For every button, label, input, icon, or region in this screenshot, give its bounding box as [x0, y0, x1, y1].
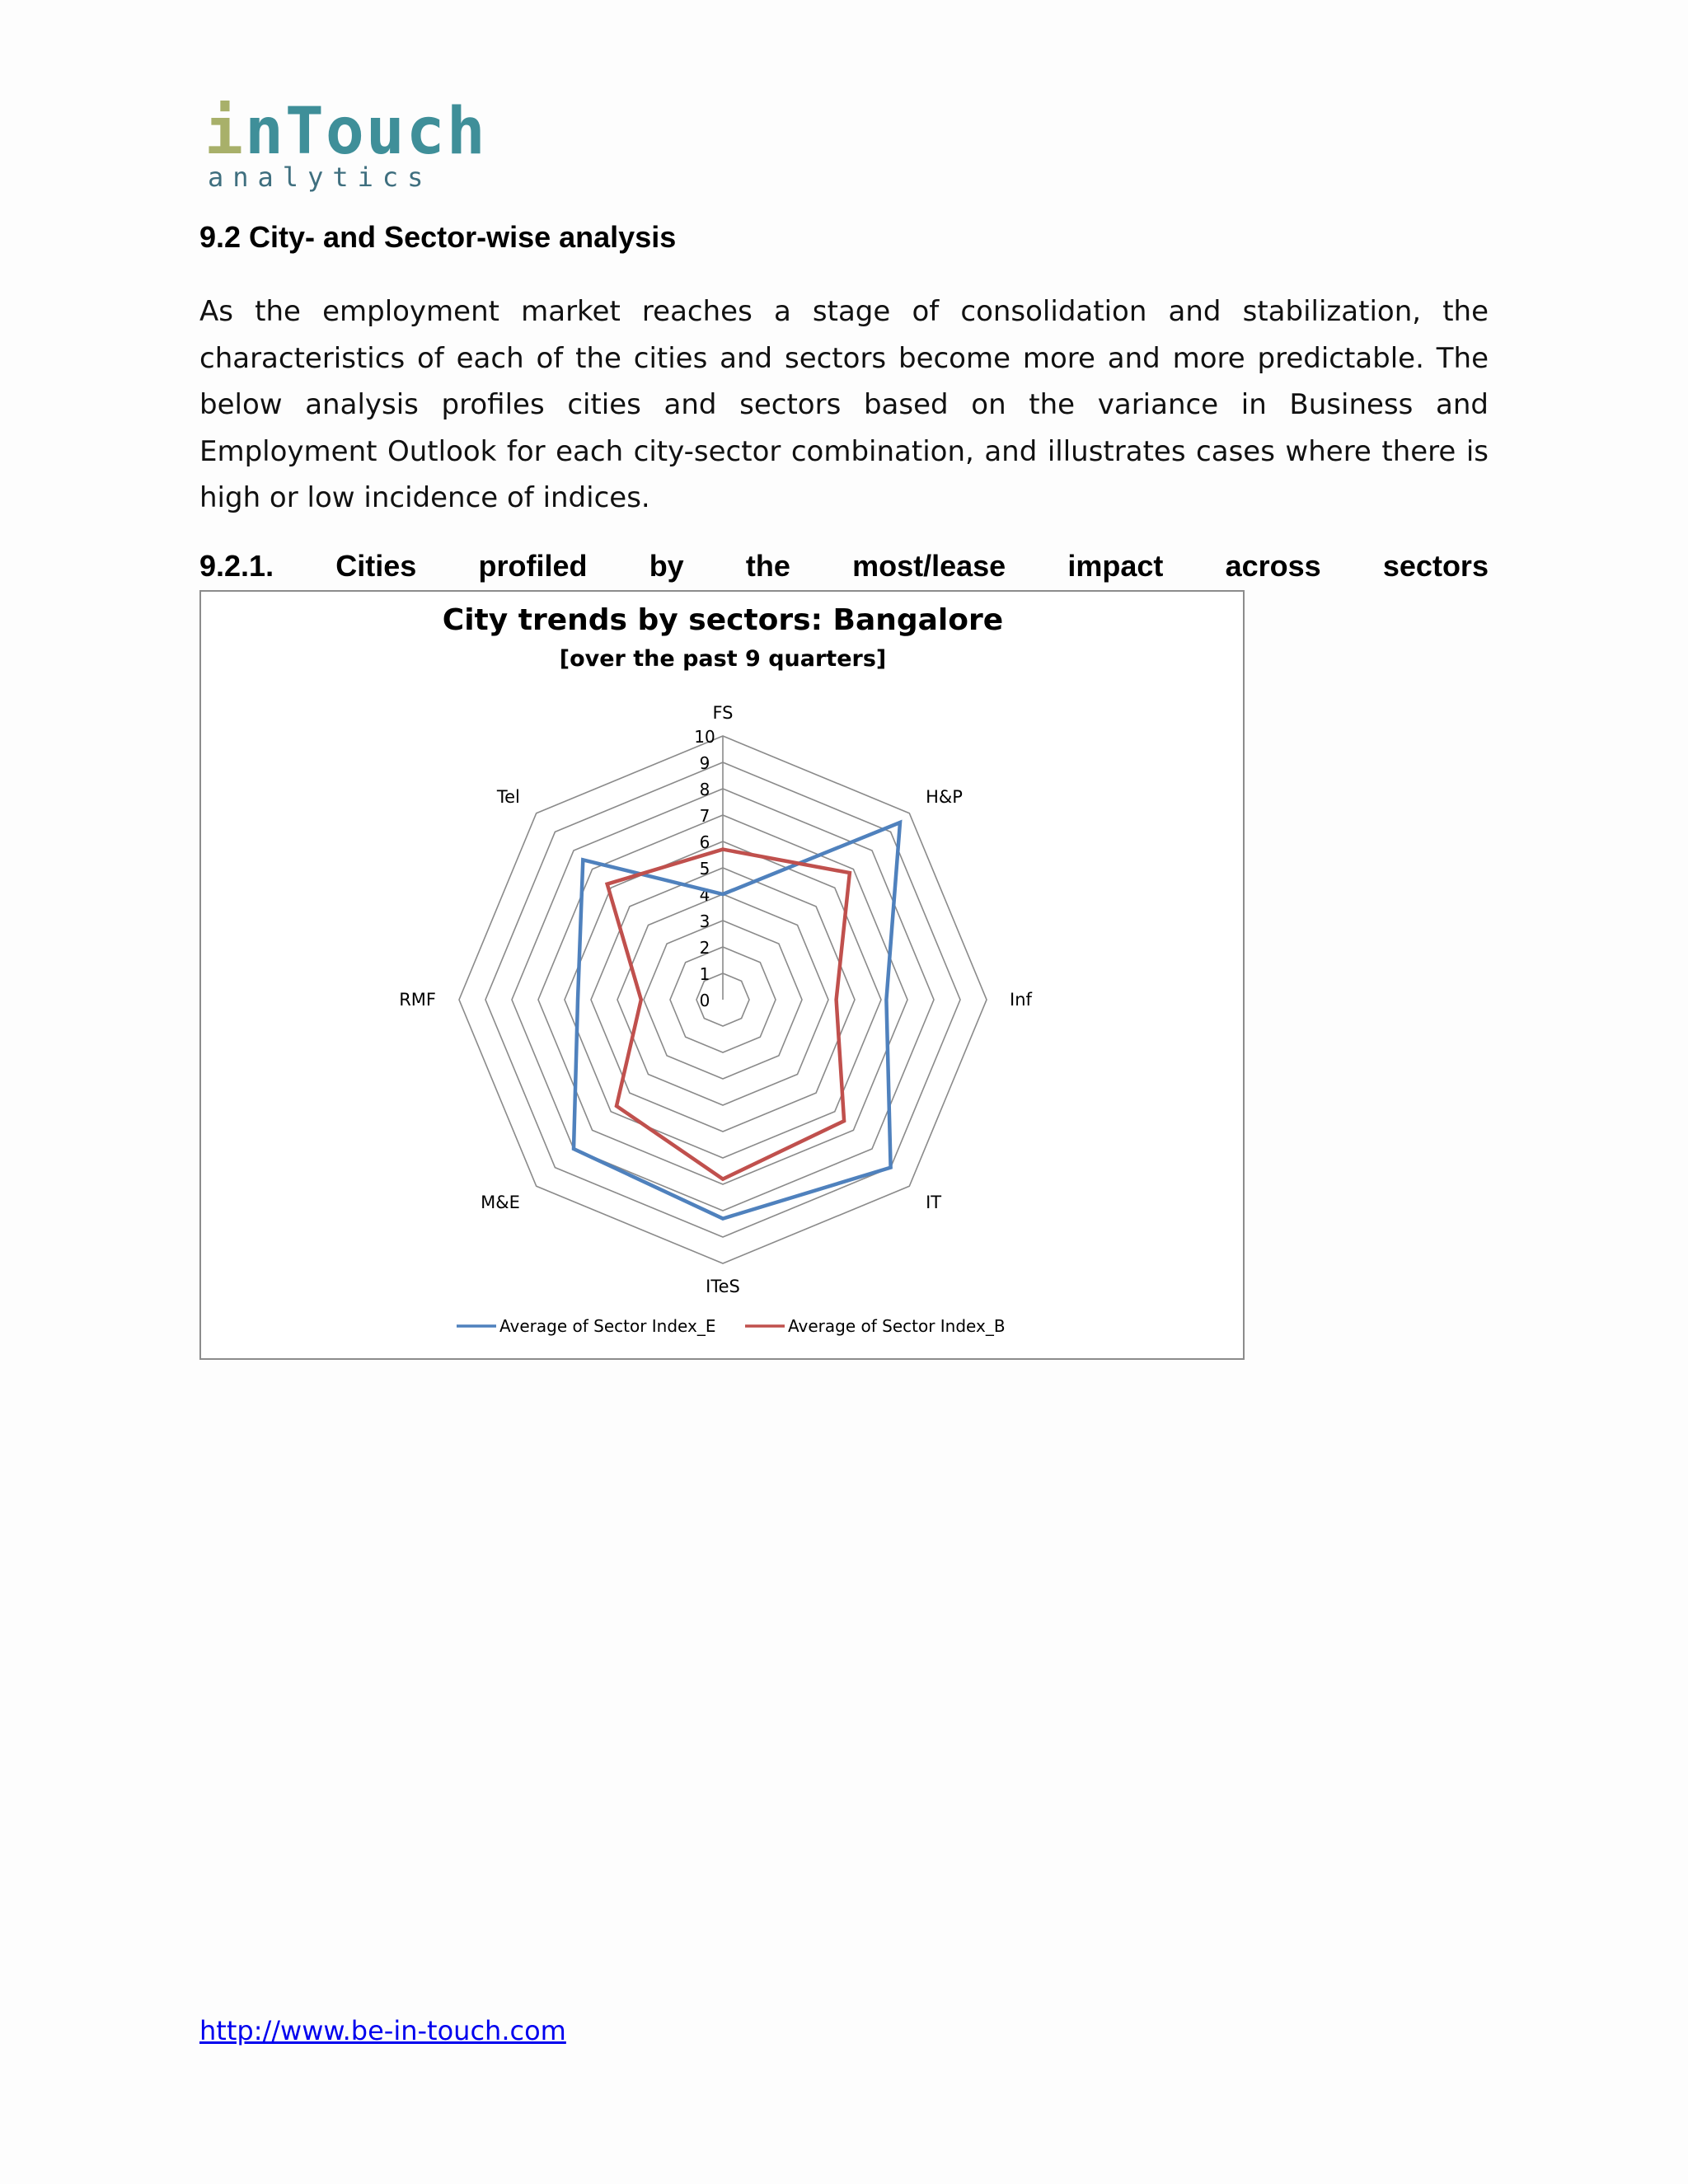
series-point	[721, 1178, 724, 1181]
legend-entry: Average of Sector Index_B	[788, 1316, 1006, 1336]
series-point	[889, 1166, 893, 1169]
radial-tick-labels	[694, 727, 715, 1010]
chart-title: City trends by sectors: Bangalore	[442, 603, 1004, 637]
series-point	[581, 858, 584, 861]
logo-letter-i: i	[204, 95, 245, 169]
category-label: RMF	[399, 990, 436, 1010]
series-point	[721, 1217, 724, 1221]
series-point	[842, 1119, 846, 1122]
category-label: FS	[712, 703, 734, 723]
category-label: IT	[926, 1193, 942, 1213]
footer-website-link[interactable]: http://www.be-in-touch.com	[199, 2015, 566, 2046]
sub-heading	[199, 546, 1489, 586]
series-point	[640, 998, 643, 1001]
radial-tick-label: 4	[699, 885, 710, 905]
intouch-analytics-logo	[204, 95, 487, 193]
body-paragraph: As the employment market reaches a stage of consolidation and stabilization, the characteristics of each of the cities and sectors become more and more predictable. The below analysis profiles cities and sectors based on the variance in Business and Employment Outlook for each city-sector combination, and illustrates cases where there is high or low incidence of indices.	[199, 295, 1489, 514]
sub-heading-word: across	[1225, 549, 1321, 583]
series-point	[848, 871, 851, 874]
logo-wordmark	[204, 95, 487, 169]
series-point	[835, 998, 838, 1001]
sub-heading-word: sectors	[1382, 549, 1489, 583]
series-point	[576, 998, 579, 1001]
series-point	[615, 1104, 618, 1108]
sub-heading-word: Cities	[335, 549, 417, 583]
sub-heading-word: by	[649, 549, 684, 583]
series-point	[572, 1147, 575, 1151]
series-point	[721, 893, 724, 896]
sub-heading-word: impact	[1067, 549, 1164, 583]
series-point	[606, 883, 609, 886]
sub-heading-word: most/lease	[852, 549, 1006, 583]
radial-tick-label: 9	[699, 753, 710, 773]
radial-tick-label: 3	[699, 912, 710, 931]
chart-subtitle: [over the past 9 quarters]	[559, 646, 887, 672]
sub-heading-word: the	[745, 549, 790, 583]
radial-tick-label: 10	[694, 727, 715, 747]
logo-word-rest: nTouch	[244, 95, 487, 169]
category-label: ITeS	[706, 1277, 740, 1296]
series-point	[884, 998, 888, 1001]
series-point	[898, 821, 902, 824]
category-label: M&E	[481, 1193, 520, 1213]
legend-entry: Average of Sector Index_E	[499, 1316, 716, 1336]
logo-subtitle: analytics	[208, 162, 433, 193]
chart-legend	[457, 1316, 1006, 1336]
sub-heading-word: profiled	[478, 549, 588, 583]
category-label: Tel	[496, 786, 520, 807]
radar-chart-svg	[201, 592, 1243, 1358]
section-heading: 9.2 City- and Sector-wise analysis	[199, 220, 677, 254]
radar-chart	[199, 590, 1245, 1360]
radial-tick-label: 6	[699, 832, 710, 852]
radar-grid	[459, 736, 987, 1263]
radial-tick-label: 7	[699, 806, 710, 826]
series-point	[721, 848, 724, 851]
radial-tick-label: 2	[699, 938, 710, 958]
radial-tick-label: 5	[699, 859, 710, 879]
radial-tick-label: 1	[699, 964, 710, 984]
sub-heading-word: 9.2.1.	[199, 549, 274, 583]
category-label: Inf	[1010, 990, 1032, 1010]
radial-tick-label: 0	[699, 991, 710, 1010]
radial-tick-label: 8	[699, 780, 710, 799]
category-label: H&P	[926, 786, 963, 807]
